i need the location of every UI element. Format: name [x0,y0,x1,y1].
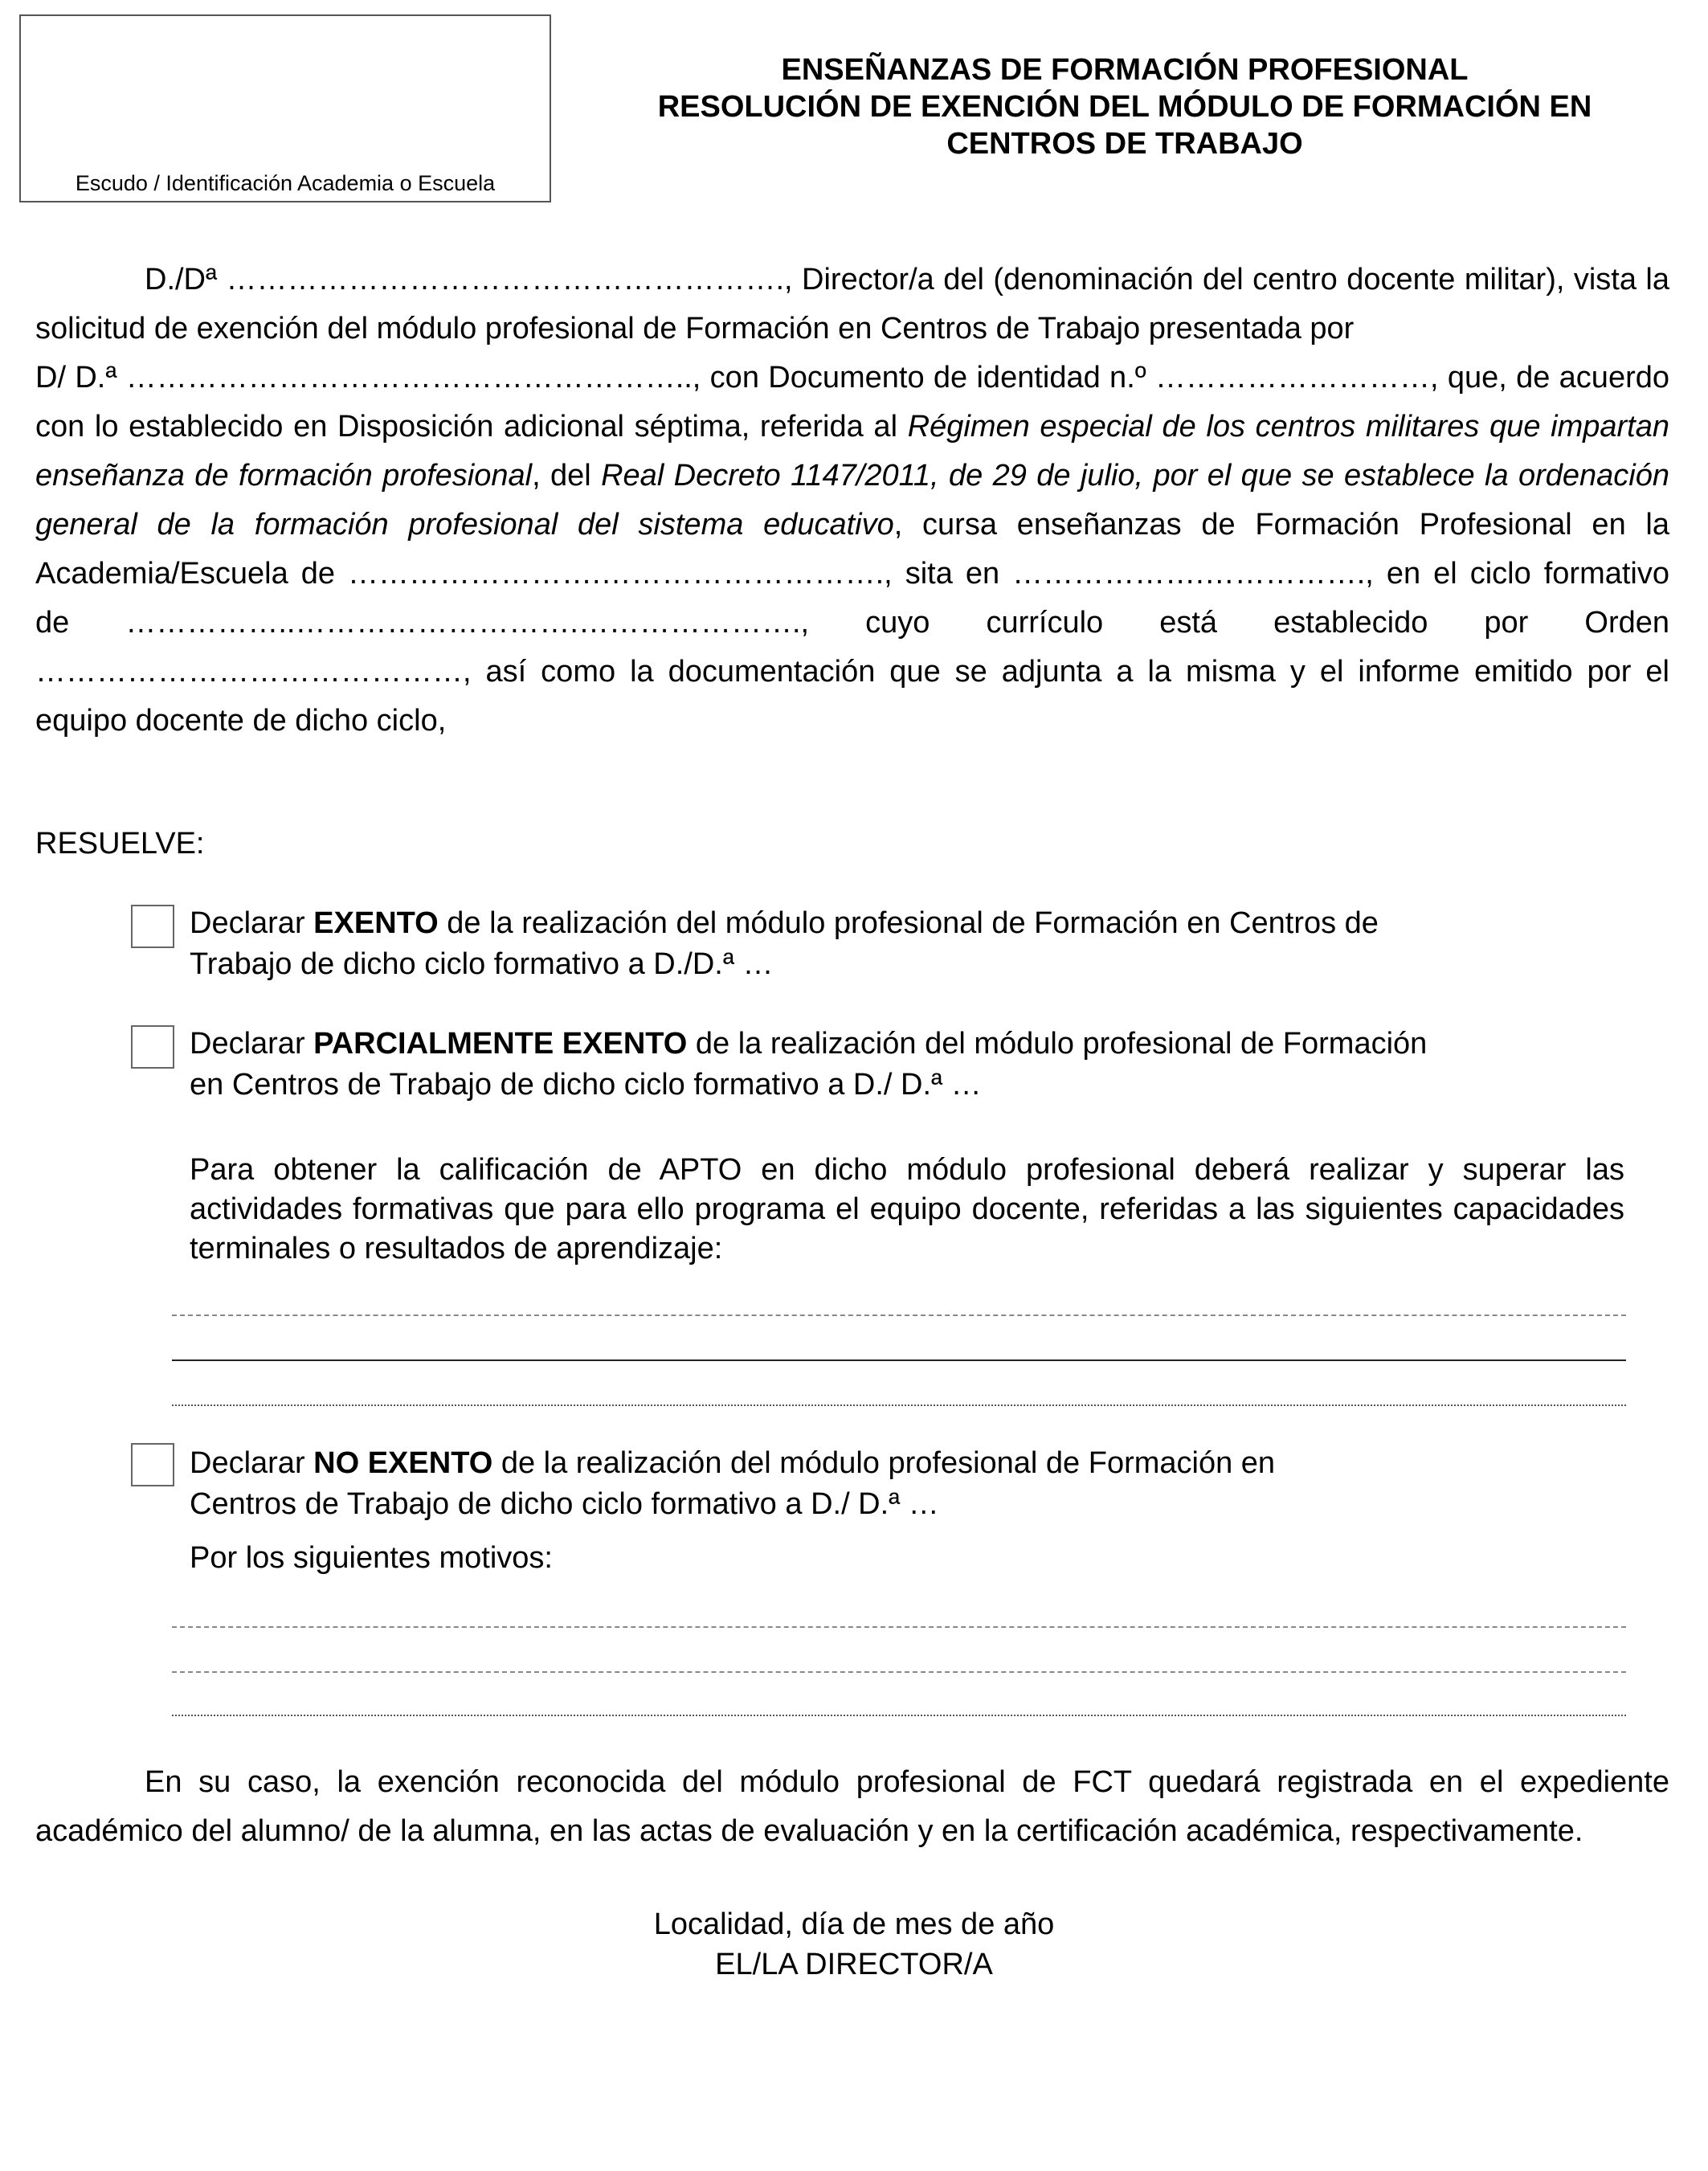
fill-line-capacidades-1[interactable] [172,1314,1626,1316]
title-line-2: RESOLUCIÓN DE EXENCIÓN DEL MÓDULO DE FORMACIÓN EN [657,90,1592,124]
checkbox-parcialmente-exento[interactable] [131,1025,174,1069]
intro-paragraph-2 [35,354,1669,746]
checkbox-exento[interactable] [131,905,174,948]
logo-placeholder-box [19,14,551,202]
apto-paragraph: Para obtener la calificación de APTO en dicho módulo profesional deberá realizar y superar las actividades formativas que para ello programa el equipo docente, referidas a las siguientes capacidades terminales o resultados de aprendizaje: [190,1153,1624,1265]
intro-p2-italic-decree: Real Decreto 1147/2011, de 29 de julio, por el que se establece la ordenación general de la formación profesional del sistema educativo [35,459,1669,542]
option-no-exento-post: de la realización del módulo profesional de Formación en [492,1446,1276,1480]
intro-p2-start: D/ D.ª ……………………………………………….., con Documento de identidad n.º ………………………, que, de acuerdo con lo establecido en Disposición adicional séptima, referida al [35,361,1669,444]
checkbox-no-exento[interactable] [131,1443,174,1486]
fill-line-motivos-2[interactable] [172,1671,1626,1673]
intro-p2-end: , cursa enseñanzas de Formación Profesional en la Academia/Escuela de …………………….………………………., sita en ……………….……………., en el ciclo formativo de ……………..……………………….…………………., cuyo currículo está establecido por Orden ……………………………………, así como la documentación que se adjunta a la misma y el informe emitido por el equipo docente de dicho ciclo, [35,508,1670,738]
option-exento-pre: Declarar [190,906,314,940]
option-exento-post: de la realización del módulo profesional de Formación en Centros de [438,906,1379,940]
title-line-1: ENSEÑANZAS DE FORMACIÓN PROFESIONAL [781,53,1469,87]
motivos-label: Por los siguientes motivos: [190,1541,553,1575]
option-no-exento-pre: Declarar [190,1446,314,1480]
fill-line-motivos-3[interactable] [172,1715,1626,1716]
option-no-exento-text [190,1443,1636,1525]
closing-body [35,1758,1669,1856]
logo-caption: Escudo / Identificación Academia o Escuela [75,171,496,195]
fill-line-motivos-1[interactable] [172,1626,1626,1628]
intro-paragraph-1: D./Dª ………………………………………………., Director/a del (denominación del centro docente militar), vista la solicitud de exención del módulo profesional de Formación en Centros de Trabajo presentada por [35,263,1669,345]
option-exento-bold: EXENTO [313,906,439,940]
intro-p2-mid: , del [532,459,602,493]
option-parcial-post: de la realización del módulo profesional de Formación [687,1027,1428,1061]
option-parcial-pre: Declarar [190,1027,314,1061]
signature-block [0,1904,1708,1985]
intro-p2-italic-regime: Régimen especial de los centros militares que impartan enseñanza de formación profesional [35,410,1669,493]
option-exento-line-2: Trabajo de dicho ciclo formativo a D./D.ª … [190,947,774,981]
fill-line-capacidades-2[interactable] [172,1359,1626,1361]
closing-paragraph: En su caso, la exención reconocida del módulo profesional de FCT quedará registrada en el expediente académico del alumno/ de la alumna, en las actas de evaluación y en la certificación académica, respectivamente. [35,1765,1669,1848]
option-parcial-bold: PARCIALMENTE EXENTO [313,1027,688,1061]
resuelve-label: RESUELVE: [35,827,205,861]
fill-line-capacidades-3[interactable] [172,1404,1626,1406]
option-no-exento-line-1 [190,1443,1636,1484]
option-parcial-line-1 [190,1024,1636,1065]
place-date-line: Localidad, día de mes de año [653,1907,1055,1941]
option-parcial-text [190,1024,1636,1106]
option-parcial-line-2: en Centros de Trabajo de dicho ciclo formativo a D./ D.ª … [190,1068,982,1102]
option-exento-text [190,903,1636,985]
intro-body [35,256,1669,746]
document-title [595,51,1655,162]
title-line-3: CENTROS DE TRABAJO [946,127,1303,161]
option-exento-line-1 [190,903,1636,944]
option-no-exento-bold: NO EXENTO [313,1446,493,1480]
option-no-exento-line-2: Centros de Trabajo de dicho ciclo formativo a D./ D.ª … [190,1487,939,1521]
director-role-line: EL/LA DIRECTOR/A [715,1948,993,1981]
